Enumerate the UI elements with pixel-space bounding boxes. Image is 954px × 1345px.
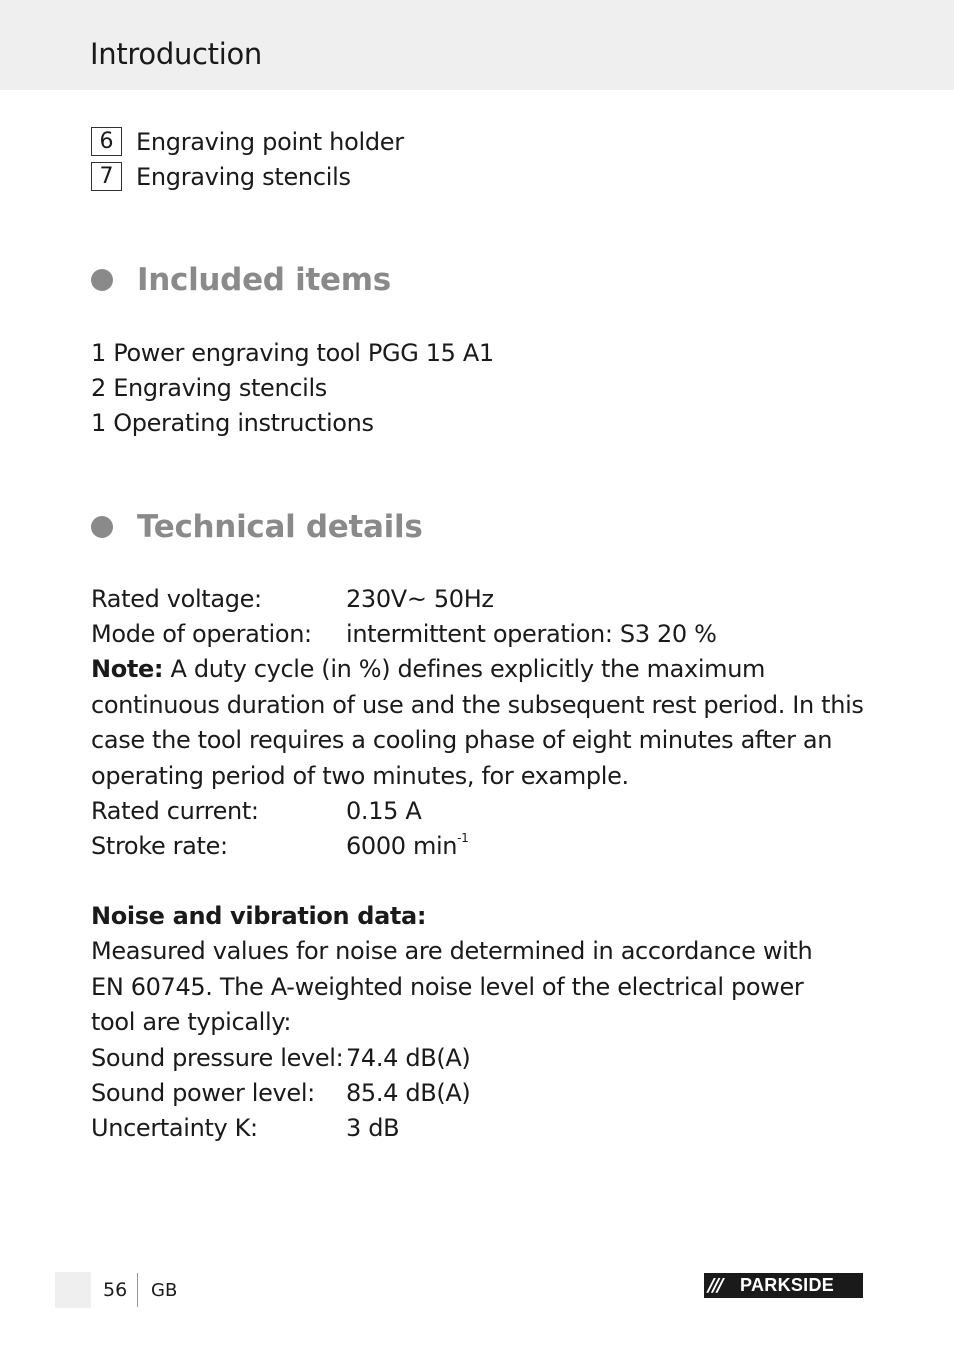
bullet-icon: [91, 269, 113, 291]
spec-label: Rated voltage:: [91, 585, 262, 613]
spec-label: Mode of operation:: [91, 620, 312, 648]
spec-row-rated-current: [91, 794, 871, 829]
brand-logo: [704, 1273, 863, 1298]
parts-list: [91, 124, 404, 194]
spec-label: Sound pressure level:: [91, 1043, 344, 1072]
part-label: Engraving point holder: [136, 127, 404, 156]
spec-value: 74.4 dB(A): [346, 1043, 471, 1072]
spec-value: [346, 829, 468, 864]
list-item: 2 Engraving stencils: [91, 374, 327, 402]
footer-divider: [137, 1273, 138, 1307]
spec-label: Stroke rate:: [91, 832, 228, 860]
spec-value-superscript: -1: [457, 831, 469, 845]
spec-row-sound-power: [91, 1076, 871, 1111]
page-number: 56: [103, 1279, 128, 1301]
spec-value: 230V~ 50Hz: [346, 585, 494, 613]
part-number-badge: 7: [91, 162, 122, 191]
spec-row-sound-pressure: [91, 1041, 871, 1076]
list-item: 1 Power engraving tool PGG 15 A1: [91, 339, 494, 367]
spec-value: 85.4 dB(A): [346, 1078, 471, 1107]
part-number-badge: 6: [91, 127, 122, 156]
part-item: [91, 159, 404, 194]
section-title: Included items: [137, 262, 391, 298]
spec-value: 0.15 A: [346, 797, 422, 825]
spec-row-stroke-rate: [91, 829, 871, 864]
note-text: A duty cycle (in %) defines explicitly the maximum continuous duration of use and the subsequent rest period. In this case the tool requires a cooling phase of eight minutes after an operating period of two minutes, for example.: [91, 655, 864, 790]
spec-label: Sound power level:: [91, 1078, 315, 1107]
spec-value-main: 6000 min: [346, 832, 458, 860]
part-label: Engraving stencils: [136, 162, 351, 191]
spec-label: Uncertainty K:: [91, 1113, 258, 1142]
list-item: 1 Operating instructions: [91, 409, 374, 437]
section-title: Technical details: [137, 509, 423, 545]
spec-value: 3 dB: [346, 1113, 400, 1142]
technical-details-body: [91, 582, 871, 1146]
note-label: Note:: [91, 655, 164, 683]
bullet-icon: [91, 516, 113, 538]
spec-value: intermittent operation: S3 20 %: [346, 620, 717, 648]
spec-row-mode: [91, 617, 871, 652]
brand-name: PARKSIDE: [740, 1275, 835, 1295]
noise-heading: Noise and vibration data:: [91, 902, 427, 930]
spec-label: Rated current:: [91, 797, 259, 825]
included-items-heading: [91, 262, 391, 298]
technical-details-heading: [91, 509, 422, 545]
footer-marker: [55, 1272, 91, 1308]
part-item: [91, 124, 404, 159]
noise-paragraph: Measured values for noise are determined in accordance with EN 60745. The A-weighted noise level of the electrical power tool are typically:: [91, 937, 813, 1036]
note-paragraph: [91, 652, 871, 794]
included-items-list: [91, 336, 494, 441]
language-code: GB: [151, 1280, 178, 1301]
spec-row-rated-voltage: [91, 582, 871, 617]
spec-row-uncertainty: [91, 1111, 871, 1146]
page-title: Introduction: [90, 37, 263, 71]
page-header: [0, 0, 954, 90]
logo-slashes-icon: ///: [708, 1275, 722, 1296]
